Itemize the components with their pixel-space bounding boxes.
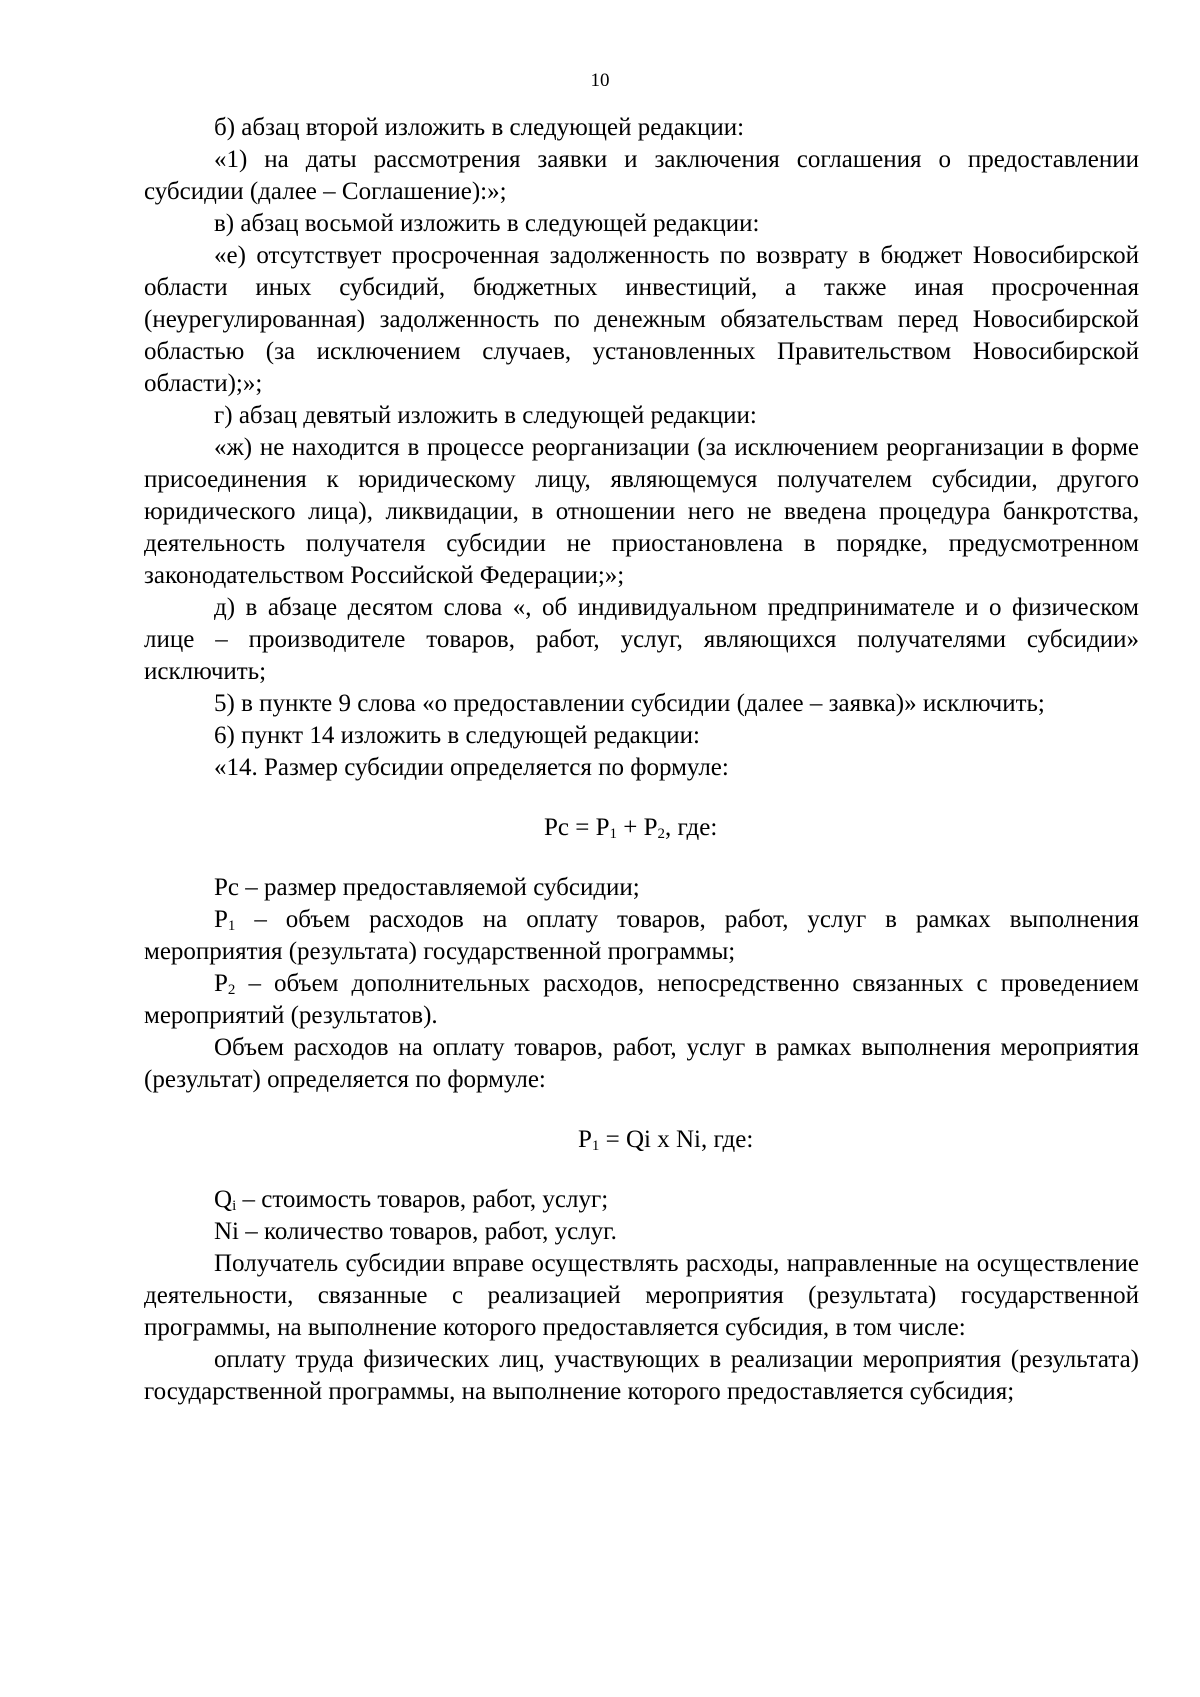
paragraph: $Q_i$ – стоимость товаров, работ, услуг;: [214, 1186, 609, 1214]
paragraph: оплату труда физических лиц, участвующих в реализации мероприятия (результата) государственной программы, на выполнение которого предоставляется субсидия;: [144, 1346, 1139, 1405]
paragraph: Ni – количество товаров, работ, услуг.: [214, 1218, 617, 1245]
paragraph: Объем расходов на оплату товаров, работ, услуг в рамках выполнения мероприятия (результат) определяется по формуле:: [144, 1034, 1139, 1093]
paragraph: «е) отсутствует просроченная задолженность по возврату в бюджет Новосибирской области иных субсидий, бюджетных инвестиций, а также иная просроченная (неурегулированная) задолженность по денежным обязательствам перед Новосибирской областью (за исключением случаев, установленных Правительством Новосибирской области);»;: [144, 242, 1139, 397]
formula-subsidy-size: Рс = $Р_1 + Р_2$, где:: [544, 814, 718, 842]
paragraph: Получатель субсидии вправе осуществлять расходы, направленные на осуществление деятельности, связанные с реализацией мероприятия (результата) государственной программы, на выполнение которого предоставляется субсидия, в том числе:: [144, 1250, 1139, 1341]
paragraph: г) абзац девятый изложить в следующей редакции:: [214, 402, 757, 429]
paragraph: д) в абзаце десятом слова «, об индивидуальном предпринимателе и о физическом лице – производителе товаров, работ, услуг, являющихся получателями субсидии» исключить;: [144, 594, 1139, 685]
document-body: [144, 112, 1139, 1408]
page-number: 10: [590, 70, 610, 91]
paragraph: б) абзац второй изложить в следующей редакции:: [214, 114, 745, 141]
paragraph: $Р_1$ – объем расходов на оплату товаров, работ, услуг в рамках выполнения мероприятия (результата) государственной программы;: [144, 906, 1139, 965]
paragraph: $Р_2$ – объем дополнительных расходов, непосредственно связанных с проведением мероприятий (результатов).: [144, 970, 1139, 1029]
paragraph: «ж) не находится в процессе реорганизации (за исключением реорганизации в форме присоединения к юридическому лицу, являющемуся получателем субсидии, другого юридического лица), ликвидации, в отношении него не введена процедура банкротства, деятельность получателя субсидии не приостановлена в порядке, предусмотренном законодательством Российской Федерации;»;: [144, 434, 1139, 589]
paragraph: 5) в пункте 9 слова «о предоставлении субсидии (далее – заявка)» исключить;: [214, 690, 1045, 717]
paragraph: в) абзац восьмой изложить в следующей редакции:: [214, 210, 760, 237]
paragraph: Рс – размер предоставляемой субсидии;: [214, 874, 640, 901]
paragraph: «14. Размер субсидии определяется по формуле:: [214, 754, 729, 781]
formula-expenses: $Р_1 = Qi$ x Ni, где:: [578, 1126, 754, 1154]
paragraph: 6) пункт 14 изложить в следующей редакции:: [214, 722, 700, 749]
paragraph: «1) на даты рассмотрения заявки и заключения соглашения о предоставлении субсидии (далее – Соглашение):»;: [144, 146, 1139, 205]
